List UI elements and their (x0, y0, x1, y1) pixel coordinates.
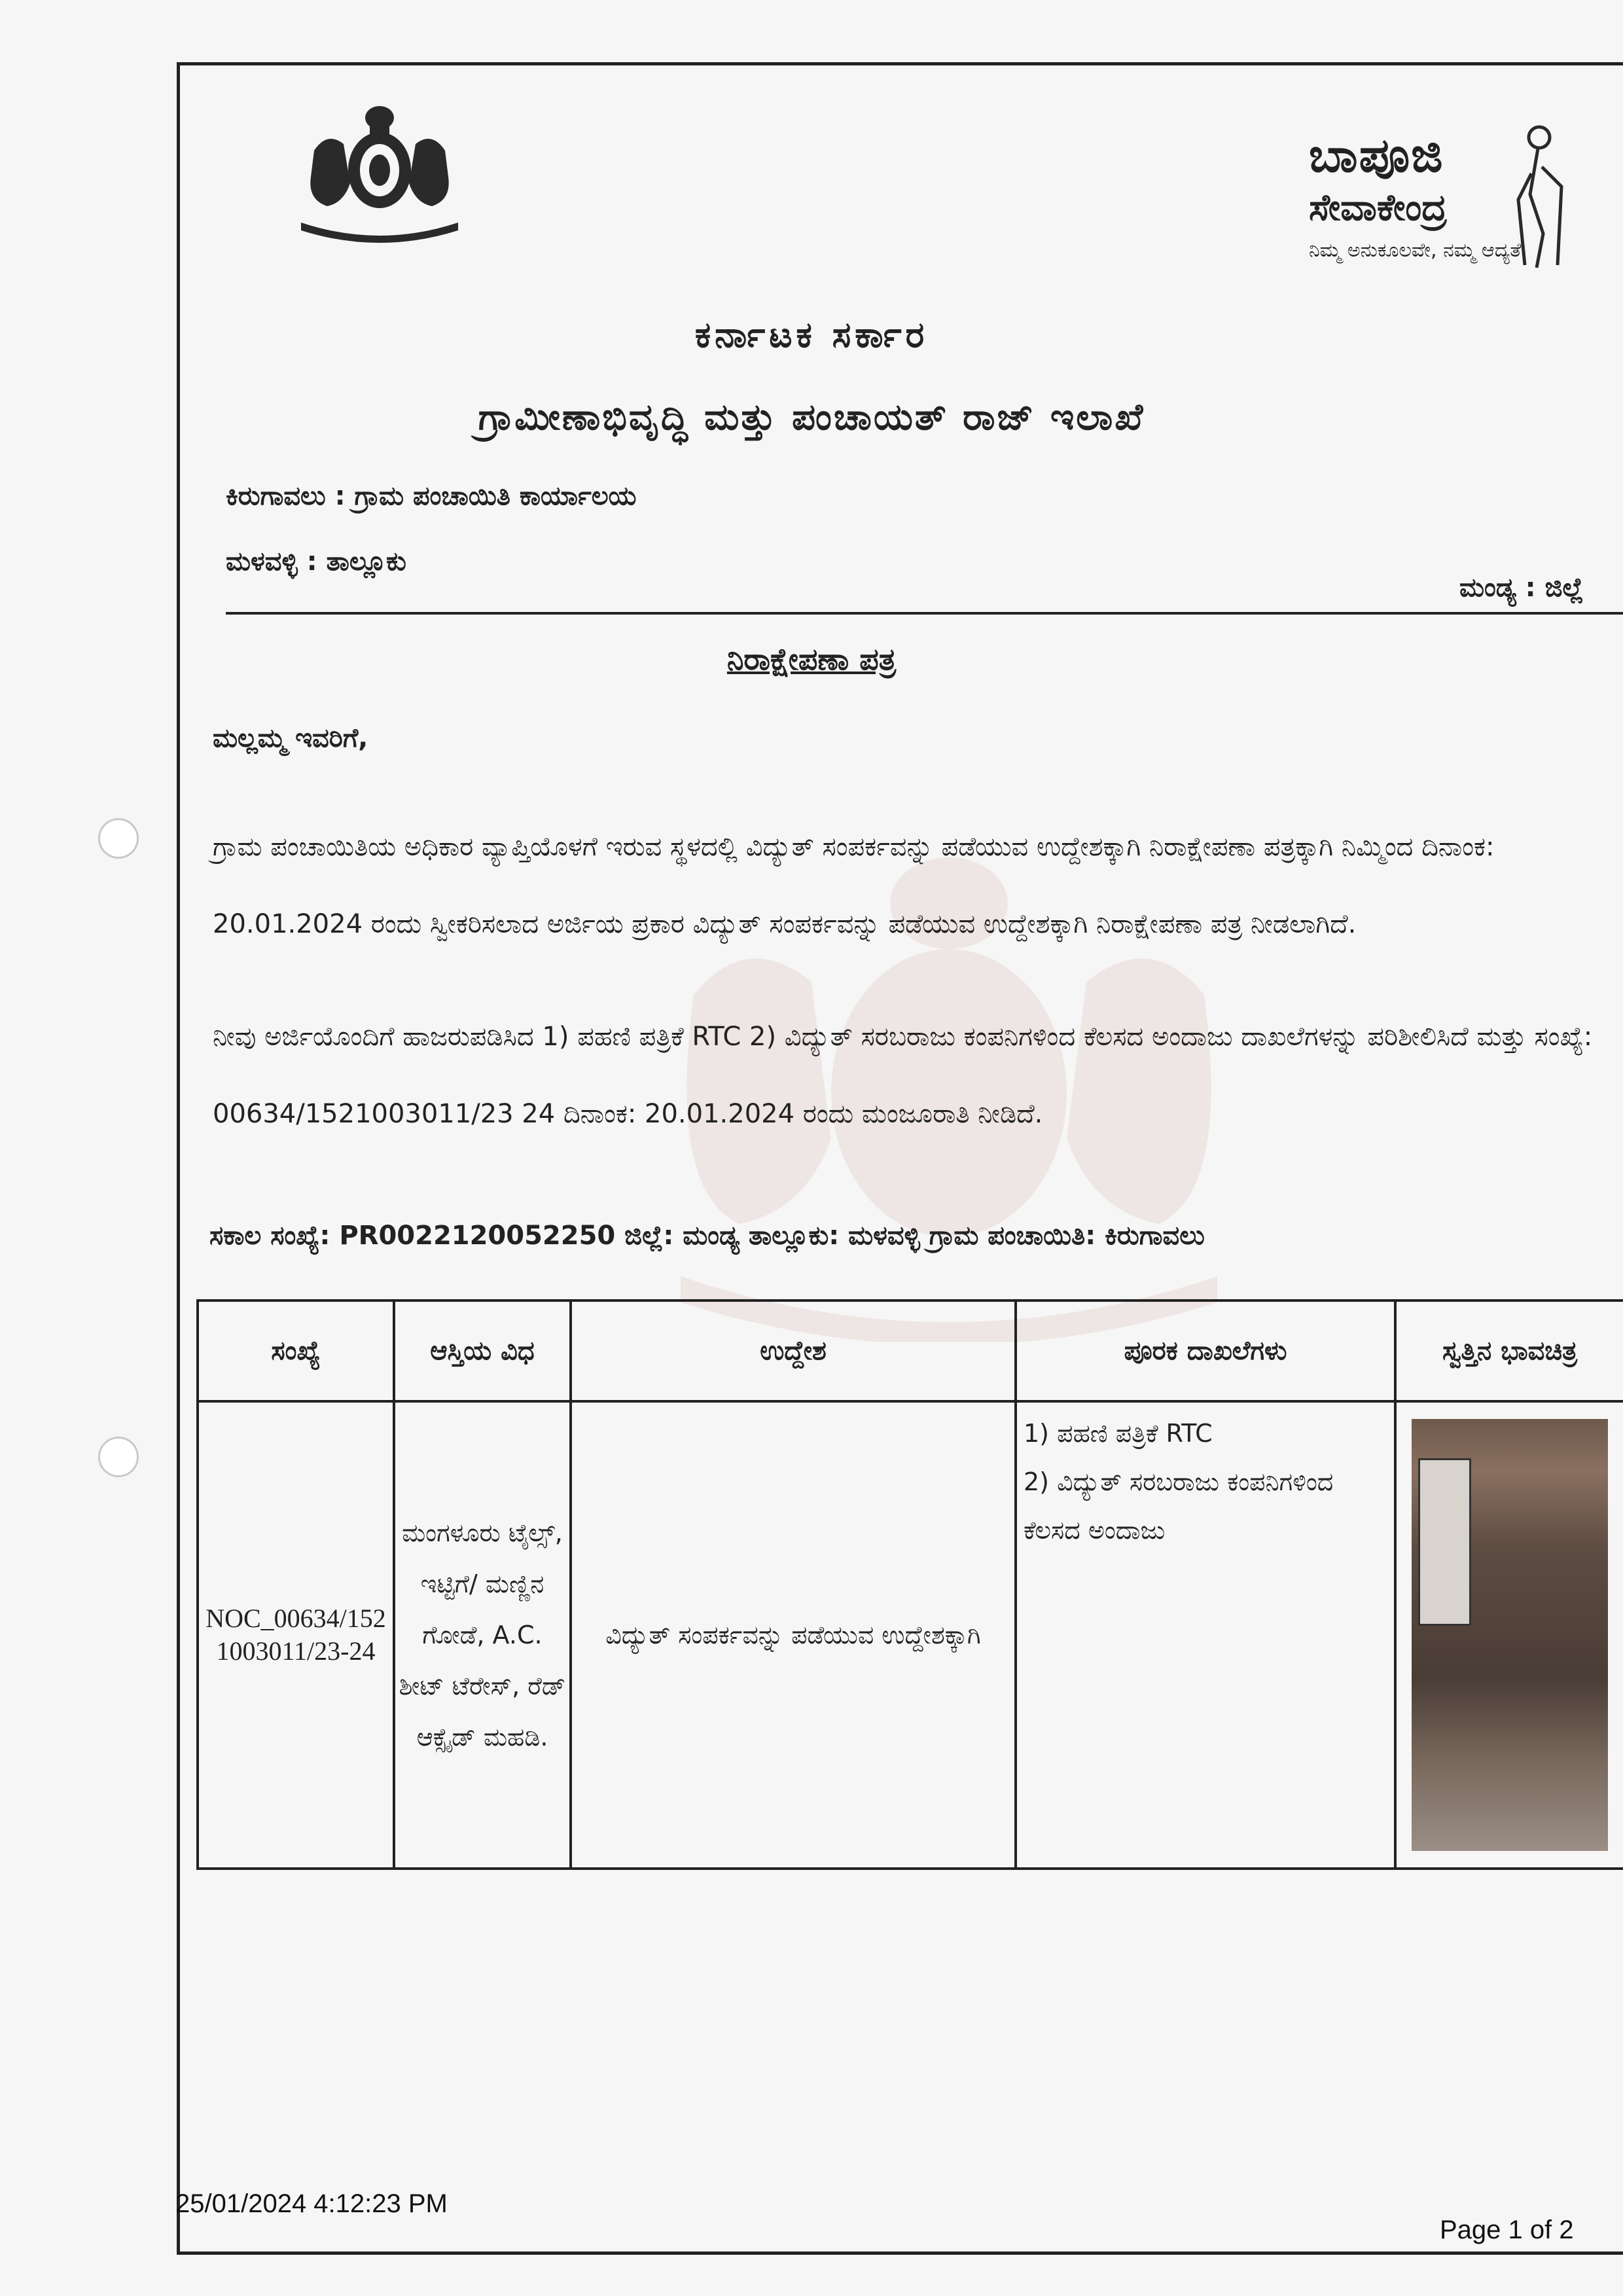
cell-property-type: ಮಂಗಳೂರು ಟೈಲ್ಸ್, ಇಟ್ಟಿಗೆ/ ಮಣ್ಣಿನ ಗೋಡೆ, A.C. ಶೀಟ್ ಟೆರೇಸ್, ರೆಡ್ ಆಕ್ಸೈಡ್ ಮಹಡಿ. (394, 1401, 571, 1869)
gandhi-figure-icon (1499, 121, 1577, 272)
office-line: ಕಿರುಗಾವಲು : ಗ್ರಾಮ ಪಂಚಾಯಿತಿ ಕಾರ್ಯಾಲಯ (226, 481, 637, 511)
cell-supporting-docs (1016, 1401, 1395, 1869)
paragraph-1: ಗ್ರಾಮ ಪಂಚಾಯಿತಿಯ ಅಧಿಕಾರ ವ್ಯಾಪ್ತಿಯೊಳಗೆ ಇರುವ ಸ್ಥಳದಲ್ಲಿ ವಿದ್ಯುತ್ ಸಂಪರ್ಕವನ್ನು ಪಡೆಯುವ ಉದ್ದೇಶಕ್ಕಾಗಿ ನಿರಾಕ್ಷೇಪಣಾ ಪತ್ರಕ್ಕಾಗಿ ನಿಮ್ಮಿಂದ ದಿನಾಂಕ: 20.01.2024 ರಂದು ಸ್ವೀಕರಿಸಲಾದ ಅರ್ಜಿಯ ಪ್ರಕಾರ ವಿದ್ಯುತ್ ಸಂಪರ್ಕವನ್ನು ಪಡೆಯುವ ಉದ್ದೇಶಕ್ಕಾಗಿ ನಿರಾಕ್ಷೇಪಣಾ ಪತ್ರ ನೀಡಲಾಗಿದೆ. (213, 832, 1495, 939)
noc-table (196, 1299, 1623, 1870)
cell-purpose: ವಿದ್ಯುತ್ ಸಂಪರ್ಕವನ್ನು ಪಡೆಯುವ ಉದ್ದೇಶಕ್ಕಾಗಿ (571, 1401, 1016, 1869)
property-photo (1412, 1419, 1608, 1851)
page-number: Page 1 of 2 (1440, 2215, 1574, 2244)
doc-item-2: 2) ವಿದ್ಯುತ್ ಸರಬರಾಜು ಕಂಪನಿಗಳಿಂದ ಕೆಲಸದ ಅಂದಾಜು (1024, 1467, 1334, 1545)
print-timestamp: 25/01/2024 4:12:23 PM (175, 2189, 448, 2218)
government-heading: ಕರ್ನಾಟಕ ಸರ್ಕಾರ (694, 314, 929, 355)
header-purpose: ಉದ್ದೇಶ (571, 1300, 1016, 1401)
header-property-photo: ಸ್ವತ್ತಿನ ಭಾವಚಿತ್ರ (1395, 1300, 1623, 1401)
table-row (198, 1401, 1623, 1869)
karnataka-emblem-icon (288, 98, 471, 249)
document-title: ನಿರಾಕ್ಷೇಪಣಾ ಪತ್ರ (726, 641, 897, 677)
header-divider (226, 612, 1623, 615)
logo-tagline: ನಿಮ್ಮ ಅನುಕೂಲವೇ, ನಮ್ಮ ಆದ್ಯತೆ. (1309, 239, 1527, 262)
logo-name: ಬಾಪೂಜಿ (1309, 128, 1444, 183)
department-heading: ಗ್ರಾಮೀಣಾಭಿವೃದ್ಧಿ ಮತ್ತು ಪಂಚಾಯತ್ ರಾಜ್ ಇಲಾಖೆ (478, 396, 1145, 439)
taluk-line: ಮಳವಳ್ಳಿ : ತಾಲ್ಲೂಕು (226, 547, 406, 577)
salutation: ಮಲ್ಲಮ್ಮ ಇವರಿಗೆ, (213, 723, 368, 753)
paragraph-2: ನೀವು ಅರ್ಜಿಯೊಂದಿಗೆ ಹಾಜರುಪಡಿಸಿದ 1) ಪಹಣಿ ಪತ್ರಿಕೆ RTC 2) ವಿದ್ಯುತ್ ಸರಬರಾಜು ಕಂಪನಿಗಳಿಂದ ಕೆಲಸದ ಅಂದಾಜು ದಾಖಲೆಗಳನ್ನು ಪರಿಶೀಲಿಸಿದೆ ಮತ್ತು ಸಂಖ್ಯೆ: 00634/1521003011/23 24 ದಿನಾಂಕ: 20.01.2024 ರಂದು ಮಂಜೂರಾತಿ ನೀಡಿದೆ. (213, 1022, 1593, 1129)
district-line: ಮಂಡ್ಯ : ಜಿಲ್ಲೆ (1459, 573, 1584, 603)
header-property-type: ಆಸ್ತಿಯ ವಿಧ (394, 1300, 571, 1401)
doc-item-1: 1) ಪಹಣಿ ಪತ್ರಿಕೆ RTC (1024, 1419, 1213, 1448)
header-supporting-docs: ಪೂರಕ ದಾಖಲೆಗಳು (1016, 1300, 1395, 1401)
punch-hole-top (98, 818, 139, 859)
sakala-line: ಸಕಾಲ ಸಂಖ್ಯೆ: PR0022120052250 ಜಿಲ್ಲೆ: ಮಂಡ್ಯ ತಾಲ್ಲೂಕು: ಮಳವಳ್ಳಿ ಗ್ರಾಮ ಪಂಚಾಯಿತಿ: ಕಿರುಗಾವಲು (209, 1221, 1205, 1251)
cell-number: NOC_00634/1521003011/23-24 (198, 1401, 394, 1869)
cell-property-photo (1395, 1401, 1623, 1869)
logo-subtitle: ಸೇವಾಕೇಂದ್ರ (1309, 187, 1447, 229)
punch-hole-bottom (98, 1437, 139, 1477)
table-header-row (198, 1300, 1623, 1401)
header-number: ಸಂಖ್ಯೆ (198, 1300, 394, 1401)
